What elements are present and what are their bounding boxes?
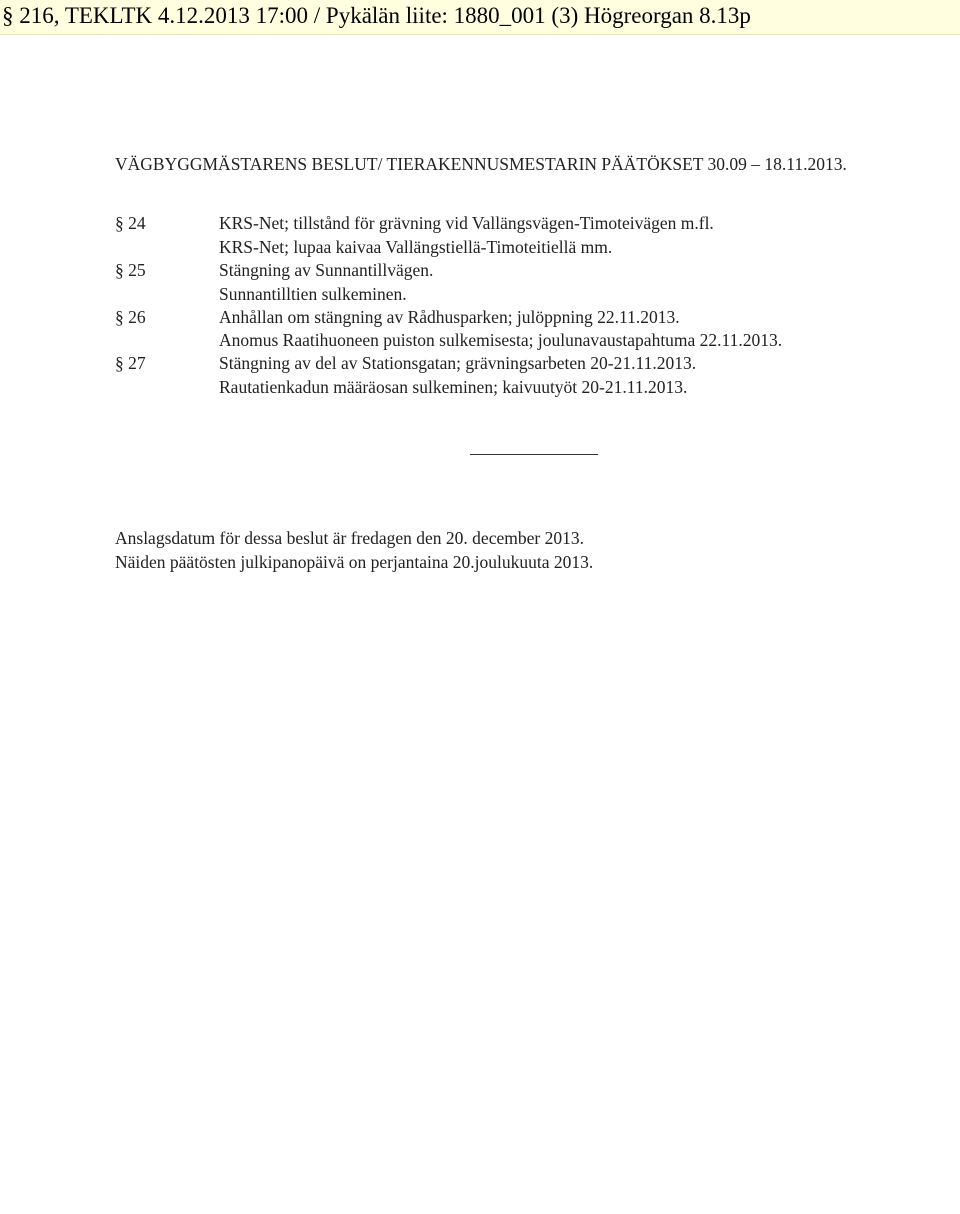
header-bar bbox=[0, 0, 960, 35]
paragraph-swedish-text: Stängning av Sunnantillvägen. bbox=[219, 260, 434, 280]
paragraph-finnish-text: Anomus Raatihuoneen puiston sulkemisesta; joulunavaustapahtuma 22.11.2013. bbox=[219, 330, 783, 350]
paragraph-finnish-text: KRS-Net; lupaa kaivaa Vallängstiellä-Timoteitiellä mm. bbox=[219, 237, 613, 257]
footer-finnish-text: Näiden päätösten julkipanopäivä on perjantaina 20.joulukuuta 2013. bbox=[115, 552, 594, 572]
paragraph-finnish-text: Sunnantilltien sulkeminen. bbox=[219, 284, 407, 304]
paragraph-number: § 26 bbox=[115, 307, 146, 327]
paragraph-number: § 27 bbox=[115, 353, 146, 373]
paragraph-25 bbox=[115, 259, 433, 282]
paragraph-27 bbox=[115, 352, 696, 375]
paragraph-swedish-text: Anhållan om stängning av Rådhusparken; julöppning 22.11.2013. bbox=[219, 307, 680, 327]
paragraph-swedish-text: Stängning av del av Stationsgatan; grävningsarbeten 20-21.11.2013. bbox=[219, 353, 697, 373]
paragraph-number: § 25 bbox=[115, 260, 146, 280]
paragraph-finnish-text: Rautatienkadun määräosan sulkeminen; kaivuutyöt 20-21.11.2013. bbox=[219, 377, 688, 397]
paragraph-24 bbox=[115, 212, 714, 235]
footer-swedish-text: Anslagsdatum för dessa beslut är fredagen den 20. december 2013. bbox=[115, 528, 584, 548]
document-title: VÄGBYGGMÄSTARENS BESLUT/ TIERAKENNUSMESTARIN PÄÄTÖKSET 30.09 – 18.11.2013. bbox=[115, 154, 847, 174]
divider-line bbox=[470, 454, 598, 455]
paragraph-26 bbox=[115, 306, 680, 329]
paragraph-swedish-text: KRS-Net; tillstånd för grävning vid Vallängsvägen-Timoteivägen m.fl. bbox=[219, 213, 714, 233]
paragraph-number: § 24 bbox=[115, 213, 146, 233]
header-text: § 216, TEKLTK 4.12.2013 17:00 / Pykälän liite: 1880_001 (3) Högreorgan 8.13p bbox=[2, 3, 751, 28]
